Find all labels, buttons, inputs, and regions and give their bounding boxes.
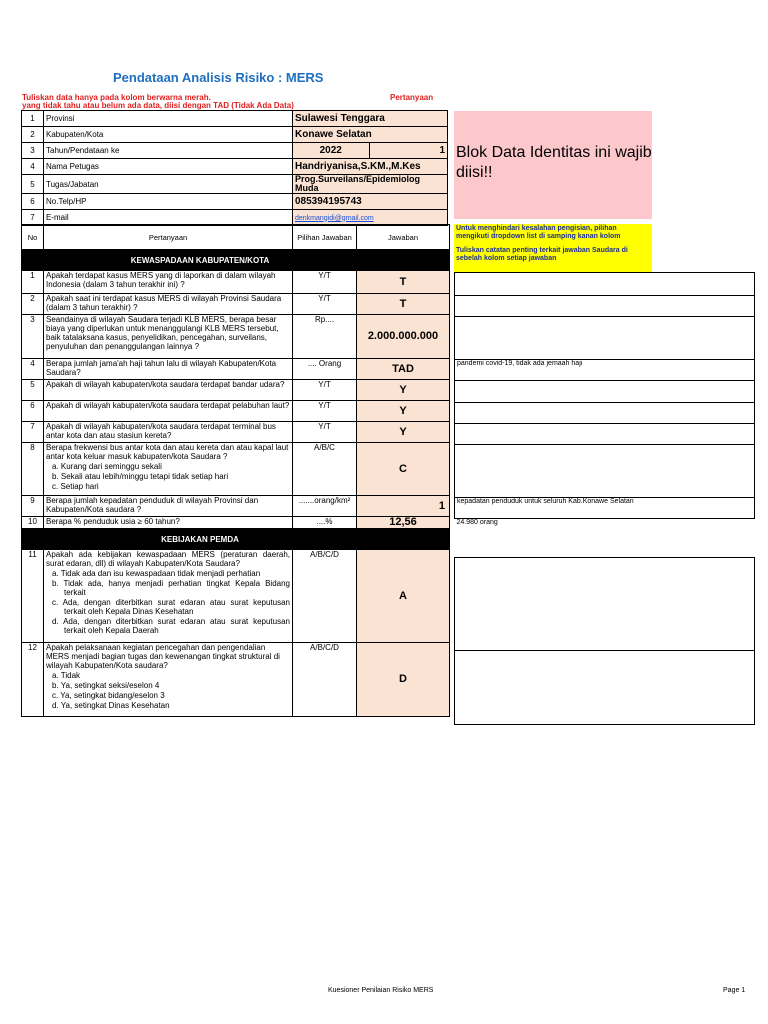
question-text: Berapa jumlah kepadatan penduduk di wilayah Provinsi dan Kabupaten/Kota saudara ? [44, 496, 293, 517]
year-value: 2022 [293, 143, 370, 158]
identity-label: Tahun/Pendataan ke [44, 143, 293, 159]
answer-options: Y/T [293, 271, 357, 294]
identity-row [22, 194, 448, 210]
question-text: Apakah di wilayah kabupaten/kota saudara terdapat terminal bus antar kota dan atau stasiun kereta? [44, 422, 293, 443]
section-title: KEWASPADAAN KABUPATEN/KOTA [44, 250, 357, 271]
footer-title: Kuesioner Penilaian Risiko MERS [328, 987, 434, 994]
answer-options: A/B/C [293, 443, 357, 496]
note-cell[interactable] [455, 273, 755, 296]
answer-cell[interactable]: Y [357, 380, 450, 401]
question-no: 2 [22, 294, 44, 315]
note-cell[interactable]: 24.980 orang [455, 519, 755, 531]
question-no: 7 [22, 422, 44, 443]
question-cell [44, 643, 293, 717]
option-d: d. Ada, dengan diterbitkan surat edaran atau surat keputusan terkait oleh Kepala Daerah [52, 617, 290, 635]
section-row [22, 250, 450, 271]
identity-no: 5 [22, 175, 44, 194]
answer-options: A/B/C/D [293, 643, 357, 717]
identity-row [22, 111, 448, 127]
option-a: a. Tidak ada dan isu kewaspadaan tidak menjadi perhatian [52, 569, 261, 578]
question-text: Seandainya di wilayah Saudara terjadi KLB MERS, berapa besar biaya yang diperlukan untuk menanggulangi KLB MERS tersebut, baik tatalaksana kasus, penyelidikan, pencegahan, surveilans, penyuluhan dan penanggulangan lainnya ? [44, 315, 293, 359]
question-text: Apakah di wilayah kabupaten/kota saudara terdapat pelabuhan laut? [44, 401, 293, 422]
question-no: 4 [22, 359, 44, 380]
instruction-box [454, 224, 652, 272]
identity-no: 3 [22, 143, 44, 159]
table-header [22, 225, 450, 250]
identity-label: No.Telp/HP [44, 194, 293, 210]
answer-options: Rp.... [293, 315, 357, 359]
answer-options: Y/T [293, 422, 357, 443]
answer-cell[interactable]: TAD [357, 359, 450, 380]
identity-label: Provinsi [44, 111, 293, 127]
table-row [22, 443, 450, 496]
note-cell[interactable] [455, 424, 755, 445]
answer-options: Y/T [293, 401, 357, 422]
identity-label: E-mail [44, 210, 293, 226]
question-no: 11 [22, 550, 44, 643]
answer-cell[interactable]: T [357, 294, 450, 315]
question-text: Berapa jumlah jama'ah haji tahun lalu di wilayah Kabupaten/Kota Saudara? [44, 359, 293, 380]
option-c: c. Ya, setingkat bidang/eselon 3 [52, 691, 165, 700]
notes-table [454, 272, 755, 530]
table-row [22, 315, 450, 359]
section-row [22, 529, 450, 550]
note-cell[interactable] [455, 558, 755, 651]
question-text: Apakah terdapat kasus MERS yang di laporkan di dalam wilayah Indonesia (dalam 3 tahun terakhir ini) ? [44, 271, 293, 294]
answer-options: ....% [293, 517, 357, 529]
question-text: Apakah pelaksanaan kegiatan pencegahan dan pengendalian MERS menjadi bagian tugas dan kewenangan tingkat struktural di wilayah Kabupaten/Kota saudara? [46, 643, 280, 670]
identity-row [22, 175, 448, 194]
identity-no: 6 [22, 194, 44, 210]
question-no: 9 [22, 496, 44, 517]
phone-field[interactable]: 085394195743 [293, 194, 448, 210]
question-text: Apakah di wilayah kabupaten/kota saudara terdapat bandar udara? [44, 380, 293, 401]
answer-cell[interactable]: Y [357, 422, 450, 443]
identity-no: 7 [22, 210, 44, 226]
table-row [22, 401, 450, 422]
question-no: 12 [22, 643, 44, 717]
note-cell[interactable]: pandemi covid-19, tidak ada jemaah haji [455, 360, 755, 381]
answer-options: Y/T [293, 294, 357, 315]
table-row [22, 294, 450, 315]
table-row [22, 271, 450, 294]
note-cell[interactable]: kepadatan penduduk untuk seluruh Kab.Konawe Selatan [455, 498, 755, 519]
option-d: d. Ya, setingkat Dinas Kesehatan [52, 701, 170, 710]
officer-name-field[interactable]: Handriyanisa,S.KM.,M.Kes [293, 159, 448, 175]
note-cell[interactable] [455, 403, 755, 424]
table-row [22, 643, 450, 717]
identity-no: 4 [22, 159, 44, 175]
answer-options: Y/T [293, 380, 357, 401]
answer-options: .... Orang [293, 359, 357, 380]
option-a: a. Tidak [52, 671, 81, 680]
answer-cell[interactable]: 1 [357, 496, 450, 517]
question-text: Berapa % penduduk usia ≥ 60 tahun? [44, 517, 293, 529]
header-no: No [22, 225, 44, 250]
email-link[interactable]: denkmangidi@gmail.com [295, 214, 374, 222]
table-row [22, 550, 450, 643]
pertanyaan-note: Pertanyaan [390, 93, 434, 102]
page-title: Pendataan Analisis Risiko : MERS [113, 70, 324, 85]
instruction-dropdown: Untuk menghindari kesalahan pengisian, pilihan mengikuti dropdown list di samping kanan kolom [456, 225, 621, 240]
option-b: b. Ya, setingkat seksi/eselon 4 [52, 681, 160, 690]
note-cell[interactable] [455, 381, 755, 403]
table-row [22, 517, 450, 529]
option-c: c. Ada, dengan diterbitkan surat edaran atau surat keputusan terkait oleh Kepala Dinas Kesehatan [52, 598, 290, 616]
header-options: Pilihan Jawaban [293, 225, 357, 250]
year-field[interactable] [293, 143, 448, 159]
instruction-note-2: yang tidak tahu atau belum ada data, diisi dengan TAD (Tidak Ada Data) [22, 101, 294, 110]
note-cell[interactable] [455, 317, 755, 360]
instruction-notes: Tuliskan catatan penting terkait jawaban Saudara di sebelah kolom setiap jawaban [456, 247, 628, 262]
question-no: 6 [22, 401, 44, 422]
question-no: 1 [22, 271, 44, 294]
header-answer: Jawaban [357, 225, 450, 250]
question-text: Apakah ada kebijakan kewaspadaan MERS (peraturan daerah, surat edaran, dll) di wilayah Kabupaten/Kota Saudara? [46, 550, 290, 568]
table-row [22, 359, 450, 380]
table-row [22, 496, 450, 517]
table-row [22, 380, 450, 401]
header-question: Pertanyaan [44, 225, 293, 250]
answer-cell[interactable]: A [357, 550, 450, 643]
question-cell [44, 550, 293, 643]
answer-options: A/B/C/D [293, 550, 357, 643]
answer-cell[interactable]: T [357, 271, 450, 294]
answer-cell[interactable]: 2.000.000.000 [357, 315, 450, 359]
question-no: 5 [22, 380, 44, 401]
option-a: a. Kurang dari seminggu sekali [52, 462, 162, 471]
note-cell[interactable] [455, 651, 755, 725]
question-no: 10 [22, 517, 44, 529]
answer-cell[interactable]: D [357, 643, 450, 717]
identity-row [22, 143, 448, 159]
note-cell[interactable] [455, 296, 755, 317]
option-c: c. Setiap hari [52, 482, 99, 491]
option-b: b. Sekali atau lebih/minggu tetapi tidak setiap hari [52, 472, 229, 481]
identity-required-notice: Blok Data Identitas ini wajib diisi!! [454, 111, 652, 219]
table-row [22, 422, 450, 443]
identity-row [22, 127, 448, 143]
section-title: KEBIJAKAN PEMDA [44, 529, 357, 550]
position-field[interactable]: Prog.Surveilans/Epidemiolog Muda [293, 175, 448, 194]
identity-row [22, 159, 448, 175]
page-number: Page 1 [723, 987, 746, 994]
answer-cell[interactable]: 12,56 [357, 517, 450, 529]
question-cell [44, 443, 293, 496]
question-text: Apakah saat ini terdapat kasus MERS di wilayah Provinsi Saudara (dalam 3 tahun terakhir) ? [44, 294, 293, 315]
identity-label: Tugas/Jabatan [44, 175, 293, 194]
province-field[interactable]: Sulawesi Tenggara [293, 111, 448, 127]
question-no: 8 [22, 443, 44, 496]
instruction-note-1: Tuliskan data hanya pada kolom berwarna merah. [22, 93, 211, 102]
questionnaire-table [21, 224, 450, 717]
option-b: b. Tidak ada, hanya menjadi perhatian tingkat Kepala Bidang terkait [52, 579, 290, 597]
answer-cell[interactable]: C [357, 443, 450, 496]
notes-table-2 [454, 557, 755, 725]
identity-label: Nama Petugas [44, 159, 293, 175]
identity-no: 1 [22, 111, 44, 127]
answer-options: .......orang/km² [293, 496, 357, 517]
answer-cell[interactable]: Y [357, 401, 450, 422]
identity-label: Kabupaten/Kota [44, 127, 293, 143]
identity-no: 2 [22, 127, 44, 143]
question-text: Berapa frekwensi bus antar kota dan atau kereta dan atau kapal laut antar kota keluar masuk kabupaten/kota Saudara ? [46, 443, 289, 461]
regency-field[interactable]: Konawe Selatan [293, 127, 448, 143]
note-cell[interactable] [455, 445, 755, 498]
identity-table [21, 110, 448, 226]
round-value: 1 [439, 145, 445, 156]
question-no: 3 [22, 315, 44, 359]
